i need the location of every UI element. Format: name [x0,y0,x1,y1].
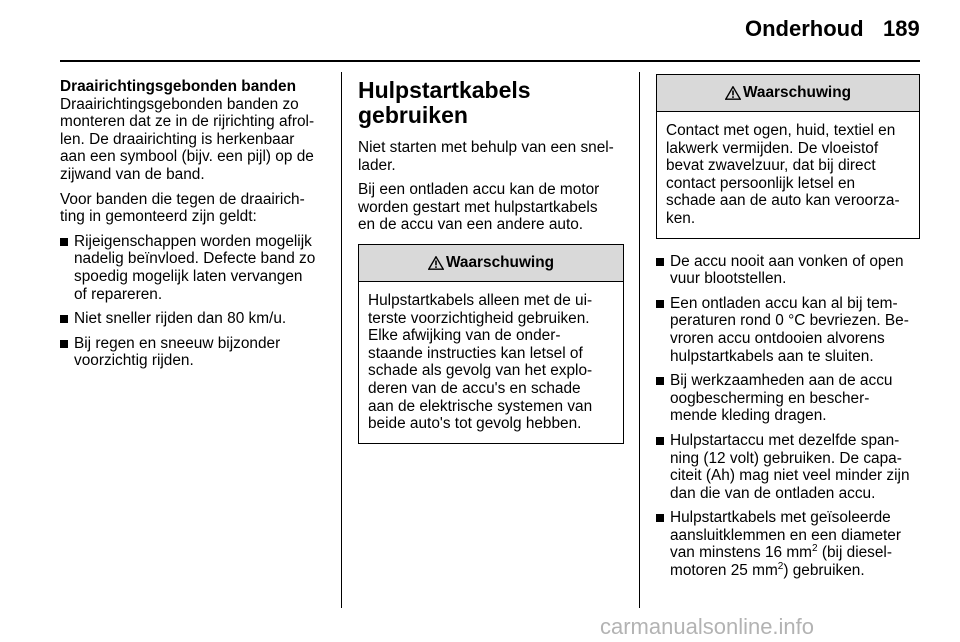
text-part: ) gebruiken. [783,562,865,580]
list-item-text: De accu nooit aan vonken of open vuur blootstellen. [670,252,904,288]
list-item [60,310,330,328]
list-item [656,253,926,288]
square-bullet-icon [60,340,68,348]
list-item [656,372,926,425]
column-1 [60,78,330,377]
column-divider-2 [639,72,640,608]
warning-triangle-icon [725,86,741,100]
square-bullet-icon [60,238,68,246]
text-part: (bij diesel- motoren 25 mm [670,544,892,580]
warning-header [359,245,623,282]
list-item [656,432,926,502]
column-3 [656,78,926,587]
watermark: carmanualsonline.info [600,614,815,639]
list-item-text [670,509,901,579]
text-part: Hulpstartkabels met geïsoleerde aansluitklemmen en een diameter van minstens 16 mm [670,509,901,562]
list-item [60,335,330,370]
superscript: 2 [777,560,784,572]
page-number: 189 [883,16,920,41]
section-heading: Hulpstartkabels gebruiken [358,77,531,128]
column-divider-1 [341,72,342,608]
warning-box [358,244,624,444]
square-bullet-icon [656,377,664,385]
list-item-text: Rijeigenschappen worden mogelijk nadelig beïnvloed. Defecte band zo spoedig mogelijk laten vervangen of repareren. [74,232,316,303]
list-item-text: Een ontladen accu kan al bij tem- peraturen rond 0 °C bevriezen. Be- vroren accu ontdooien alvorens hulpstartkabels aan te sluiten. [670,294,909,365]
paragraph: Bij een ontladen accu kan de motor worden gestart met hulpstartkabels en de accu van een andere auto. [358,181,600,234]
paragraph: Draairichtingsgebonden banden zo monteren dat ze in de rijrichting afrol- len. De draairichting is herkenbaar aan een symbool (bijv. een pijl) op de zijwand van de band. [60,95,315,183]
square-bullet-icon [656,300,664,308]
list-item [656,295,926,365]
list-item-text: Bij regen en sneeuw bijzonder voorzichtig rijden. [74,334,281,370]
page-header-title: Onderhoud [745,16,864,41]
list-item-text: Niet sneller rijden dan 80 km/u. [74,310,287,328]
list-item-text: Bij werkzaamheden aan de accu oogbescherming en bescher- mende kleding dragen. [670,372,893,425]
list-item [656,509,926,579]
list-item-text: Hulpstartaccu met dezelfde span- ning (12 volt) gebruiken. De capa- citeit (Ah) mag niet veel minder zijn dan die van de ontladen accu. [670,431,910,502]
square-bullet-icon [656,514,664,522]
paragraph: Voor banden die tegen de draairich- ting in gemonteerd zijn geldt: [60,190,305,226]
superscript: 2 [812,543,818,555]
warning-title: Waarschuwing [742,84,852,102]
list-item [60,233,330,303]
paragraph: Niet starten met behulp van een snel- lader. [358,139,614,174]
warning-text: Hulpstartkabels alleen met de ui- terste voorzichtigheid gebruiken. Elke afwijking van de onder- staande instructies kan letsel of schade als gevolg van het explo- deren van de accu's en schade aan de elektrische systemen van beide auto's tot gevolg hebben. [368,291,593,433]
warning-text: Contact met ogen, huid, textiel en lakwerk vermijden. De vloeistof bevat zwavelzuur, dat bij direct contact persoonlijk letsel en schade aan de auto kan veroorza- ken. [666,122,900,227]
warning-header [657,75,919,112]
square-bullet-icon [656,258,664,266]
section-subheading: Draairichtingsgebonden banden [60,78,297,95]
warning-title: Waarschuwing [445,254,555,272]
header-rule [60,60,920,62]
bullet-list [60,233,330,370]
column-2 [358,78,624,444]
warning-box [656,74,920,239]
square-bullet-icon [60,315,68,323]
warning-triangle-icon [428,256,444,270]
square-bullet-icon [656,437,664,445]
bullet-list [656,253,926,580]
